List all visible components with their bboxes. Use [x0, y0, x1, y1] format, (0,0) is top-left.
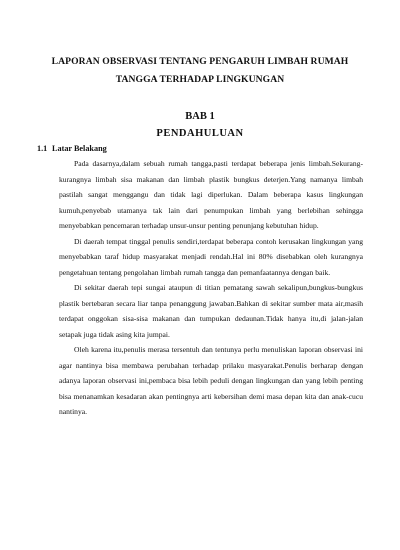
- document-title-line-1: LAPORAN OBSERVASI TENTANG PENGARUH LIMBAH RUMAH: [51, 56, 349, 67]
- chapter-title: PENDAHULUAN: [156, 128, 244, 139]
- paragraph-3: Di sekitar daerah tepi sungai ataupun di titian pematang sawah sekalipun,bungkus-bungkus plastik bertebaran secara liar tanpa penanggung jawaban.Bahkan di sekitar sumber mata air,masih terdapat onggokan sisa-sisa makanan dan tumpukan dedaunan.Tidak hanya itu,di jalan-jalan setapak juga tidak asing kita jumpai.: [59, 283, 363, 339]
- paragraph-2: Di daerah tempat tinggal penulis sendiri,terdapat beberapa contoh kerusakan lingkungan yang menyebabkan taraf hidup masyarakat menjadi rendah.Hal ini 80% disebabkan oleh kurangnya pengetahuan tentang pengolahan limbah rumah tangga dan pemanfaatannya dengan baik.: [59, 236, 363, 277]
- section-number: 1.1: [37, 144, 48, 153]
- section-title: Latar Belakang: [52, 144, 107, 153]
- body-text: [59, 156, 363, 420]
- section-heading: [37, 144, 107, 153]
- document-title-line-2: TANGGA TERHADAP LINGKUNGAN: [115, 74, 285, 85]
- paragraph-1: Pada dasarnya,dalam sebuah rumah tangga,pasti terdapat beberapa jenis limbah.Sekurang-kurangnya limbah sisa makanan dan limbah plastik bungkus deterjen.Yang namanya limbah pastilah sangat menggangu dan tidak lagi diperlukan. Dalam beberapa kasus lingkungan kumuh,penyebab utamanya tak lain dari penumpukan limbah yang berlebihan sehingga menyebabkan pencemaran terhadap unsur-unsur penting penunjang kebutuhan hidup.: [59, 159, 363, 230]
- chapter-number: BAB 1: [185, 111, 215, 122]
- paragraph-4: Oleh karena itu,penulis merasa tersentuh dan tentunya perlu menuliskan laporan observasi ini agar nantinya bisa membawa perubahan terhadap prilaku masyarakat.Penulis berharap dengan adanya laporan observasi ini,pembaca bisa lebih peduli dengan lingkungan dan yang lebih penting bisa menanamkan kesadaran akan pentingnya arti kebersihan demi masa depan kita dan anak-cucu nantinya.: [59, 345, 363, 416]
